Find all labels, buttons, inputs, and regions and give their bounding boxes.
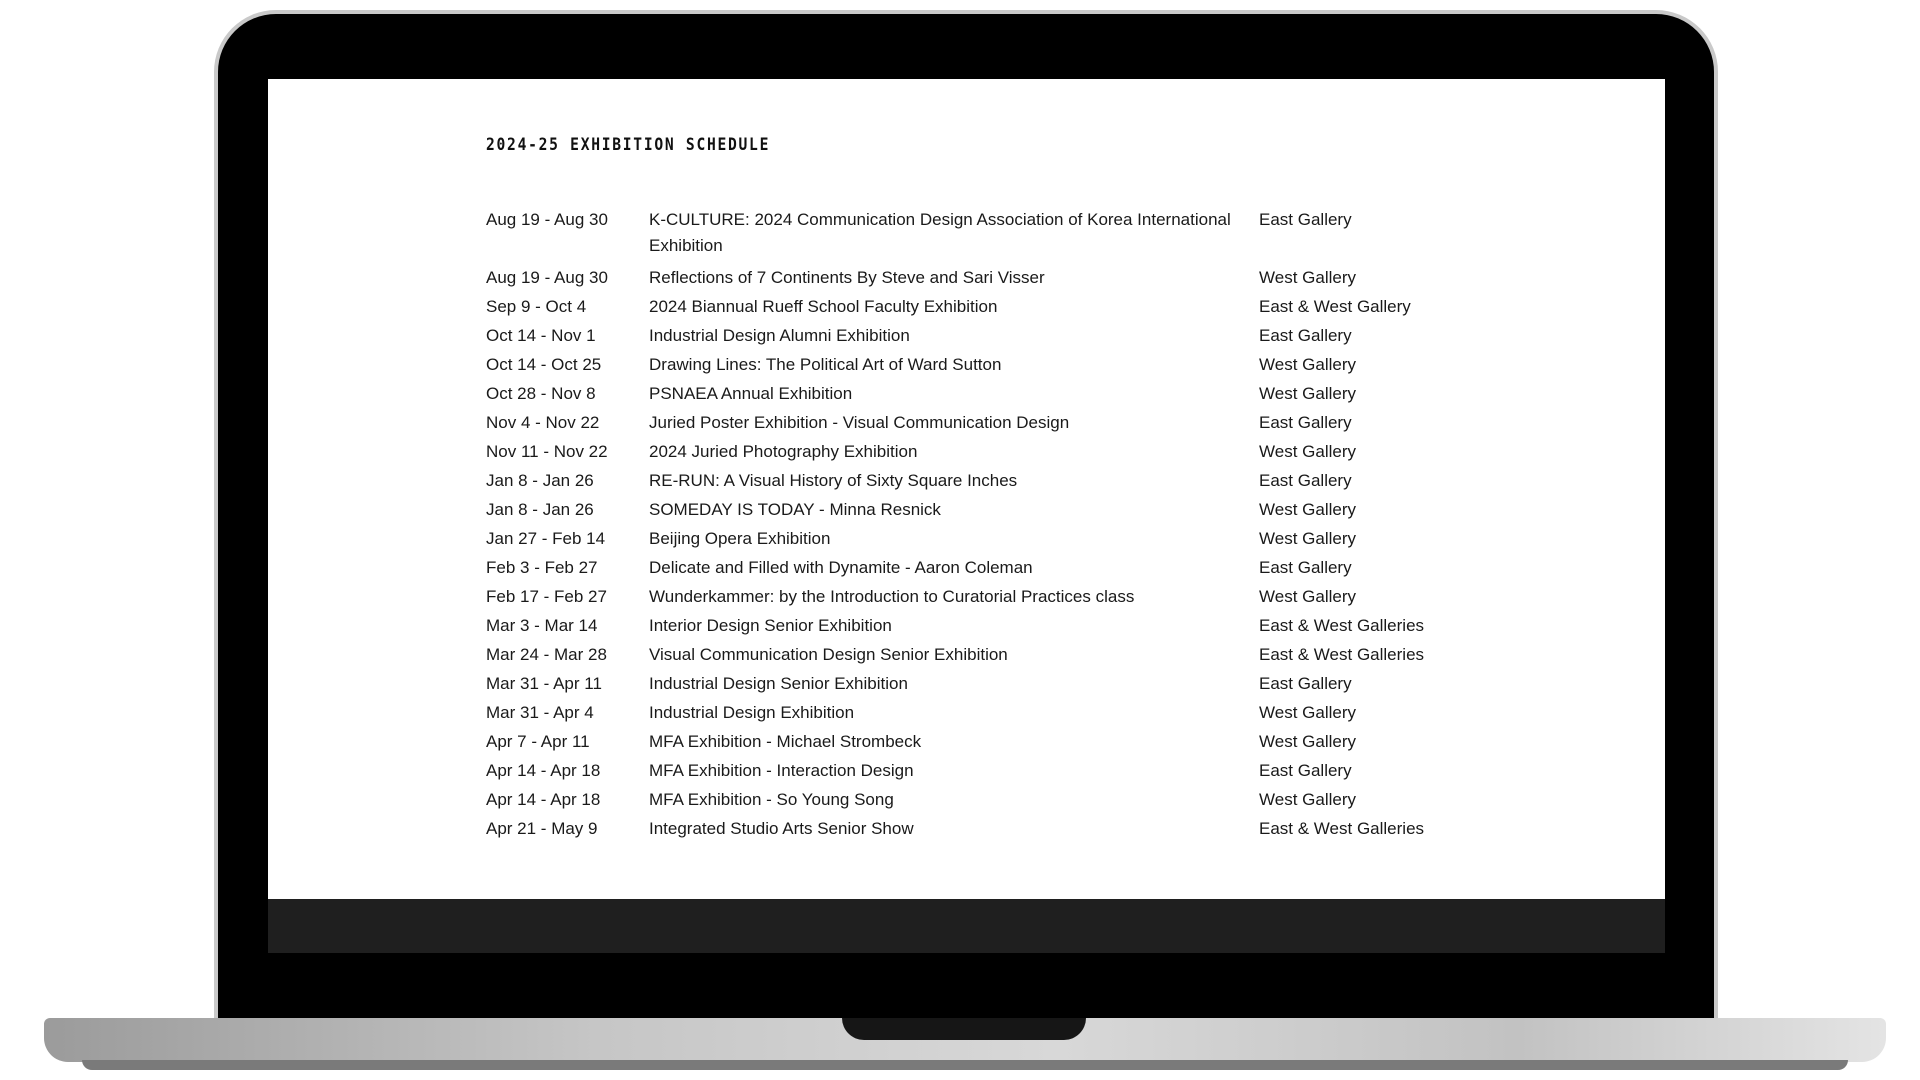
schedule-date: Nov 4 - Nov 22 <box>486 413 600 432</box>
schedule-exhibition: PSNAEA Annual Exhibition <box>649 384 853 403</box>
schedule-date: Oct 28 - Nov 8 <box>486 384 596 403</box>
schedule-exhibition: Beijing Opera Exhibition <box>649 529 831 548</box>
schedule-row <box>486 700 1479 729</box>
schedule-date: Apr 14 - Apr 18 <box>486 790 601 809</box>
schedule-location: East & West Galleries <box>1259 819 1425 838</box>
schedule-exhibition: Visual Communication Design Senior Exhibition <box>649 645 1008 664</box>
schedule-date: Mar 31 - Apr 4 <box>486 703 594 722</box>
schedule-exhibition: MFA Exhibition - Interaction Design <box>649 761 914 780</box>
schedule-location: East Gallery <box>1259 761 1352 780</box>
schedule-row <box>486 787 1479 816</box>
schedule-exhibition: MFA Exhibition - Michael Strombeck <box>649 732 922 751</box>
schedule-exhibition: Reflections of 7 Continents By Steve and Sari Visser <box>649 268 1045 287</box>
schedule-location: West Gallery <box>1259 268 1356 287</box>
schedule-row <box>486 207 1479 265</box>
schedule-location: West Gallery <box>1259 442 1356 461</box>
schedule-date: Aug 19 - Aug 30 <box>486 210 608 229</box>
schedule-date: Feb 3 - Feb 27 <box>486 558 598 577</box>
schedule-date: Sep 9 - Oct 4 <box>486 297 587 316</box>
schedule-location: West Gallery <box>1259 587 1356 606</box>
schedule-date: Oct 14 - Oct 25 <box>486 355 602 374</box>
site-footer <box>268 899 1665 953</box>
schedule-row <box>486 265 1479 294</box>
schedule-exhibition: Delicate and Filled with Dynamite - Aaron Coleman <box>649 558 1033 577</box>
schedule-date: Oct 14 - Nov 1 <box>486 326 596 345</box>
schedule-row <box>486 555 1479 584</box>
schedule-location: East & West Galleries <box>1259 645 1425 664</box>
schedule-date: Feb 17 - Feb 27 <box>486 587 607 606</box>
schedule-exhibition: Juried Poster Exhibition - Visual Communication Design <box>649 413 1070 432</box>
schedule-row <box>486 584 1479 613</box>
schedule-exhibition: Interior Design Senior Exhibition <box>649 616 892 635</box>
schedule-location: East Gallery <box>1259 413 1352 432</box>
schedule-location: West Gallery <box>1259 500 1356 519</box>
schedule-date: Apr 7 - Apr 11 <box>486 732 590 751</box>
schedule-row <box>486 526 1479 555</box>
schedule-row <box>486 294 1479 323</box>
schedule-date: Jan 8 - Jan 26 <box>486 500 594 519</box>
schedule-exhibition: MFA Exhibition - So Young Song <box>649 790 894 809</box>
schedule-row <box>486 410 1479 439</box>
schedule-location: West Gallery <box>1259 529 1356 548</box>
schedule-location: East Gallery <box>1259 674 1352 693</box>
schedule-location: East Gallery <box>1259 210 1352 229</box>
schedule-exhibition: Industrial Design Senior Exhibition <box>649 674 908 693</box>
schedule-location: West Gallery <box>1259 790 1356 809</box>
screen <box>268 79 1665 953</box>
page-title: 2024-25 EXHIBITION SCHEDULE <box>486 135 771 155</box>
schedule-location: East & West Galleries <box>1259 616 1425 635</box>
schedule-exhibition: SOMEDAY IS TODAY - Minna Resnick <box>649 500 941 519</box>
schedule-exhibition: Industrial Design Exhibition <box>649 703 855 722</box>
schedule-date: Mar 3 - Mar 14 <box>486 616 598 635</box>
schedule-location: East Gallery <box>1259 326 1352 345</box>
schedule-date: Apr 14 - Apr 18 <box>486 761 601 780</box>
schedule-location: East & West Gallery <box>1259 297 1411 316</box>
schedule-exhibition: Wunderkammer: by the Introduction to Curatorial Practices class <box>649 587 1135 606</box>
schedule-row <box>486 323 1479 352</box>
schedule-row <box>486 439 1479 468</box>
schedule-row <box>486 758 1479 787</box>
exhibition-schedule-table <box>486 207 1479 845</box>
schedule-row <box>486 497 1479 526</box>
schedule-rows <box>486 207 1479 845</box>
schedule-row <box>486 671 1479 700</box>
schedule-row <box>486 613 1479 642</box>
schedule-date: Nov 11 - Nov 22 <box>486 442 608 461</box>
schedule-row <box>486 381 1479 410</box>
schedule-exhibition: 2024 Biannual Rueff School Faculty Exhibition <box>649 297 998 316</box>
schedule-row <box>486 642 1479 671</box>
schedule-row <box>486 729 1479 758</box>
schedule-date: Jan 8 - Jan 26 <box>486 471 594 490</box>
page-content <box>486 135 1486 845</box>
schedule-row <box>486 352 1479 381</box>
schedule-row <box>486 468 1479 497</box>
schedule-date: Aug 19 - Aug 30 <box>486 268 608 287</box>
schedule-date: Mar 31 - Apr 11 <box>486 674 602 693</box>
schedule-row <box>486 816 1479 845</box>
schedule-date: Mar 24 - Mar 28 <box>486 645 607 664</box>
schedule-exhibition: 2024 Juried Photography Exhibition <box>649 442 918 461</box>
schedule-location: West Gallery <box>1259 703 1356 722</box>
laptop-base-shadow <box>82 1060 1848 1070</box>
schedule-location: West Gallery <box>1259 384 1356 403</box>
schedule-date: Apr 21 - May 9 <box>486 819 598 838</box>
schedule-exhibition: Integrated Studio Arts Senior Show <box>649 819 914 838</box>
schedule-location: East Gallery <box>1259 558 1352 577</box>
schedule-location: East Gallery <box>1259 471 1352 490</box>
schedule-date: Jan 27 - Feb 14 <box>486 529 606 548</box>
schedule-exhibition: K-CULTURE: 2024 Communication Design Association of Korea International Exhibition <box>649 210 1231 255</box>
schedule-exhibition: Drawing Lines: The Political Art of Ward Sutton <box>649 355 1002 374</box>
schedule-location: West Gallery <box>1259 732 1356 751</box>
schedule-exhibition: Industrial Design Alumni Exhibition <box>649 326 910 345</box>
laptop-notch <box>842 1018 1086 1040</box>
schedule-location: West Gallery <box>1259 355 1356 374</box>
schedule-exhibition: RE-RUN: A Visual History of Sixty Square Inches <box>649 471 1018 490</box>
